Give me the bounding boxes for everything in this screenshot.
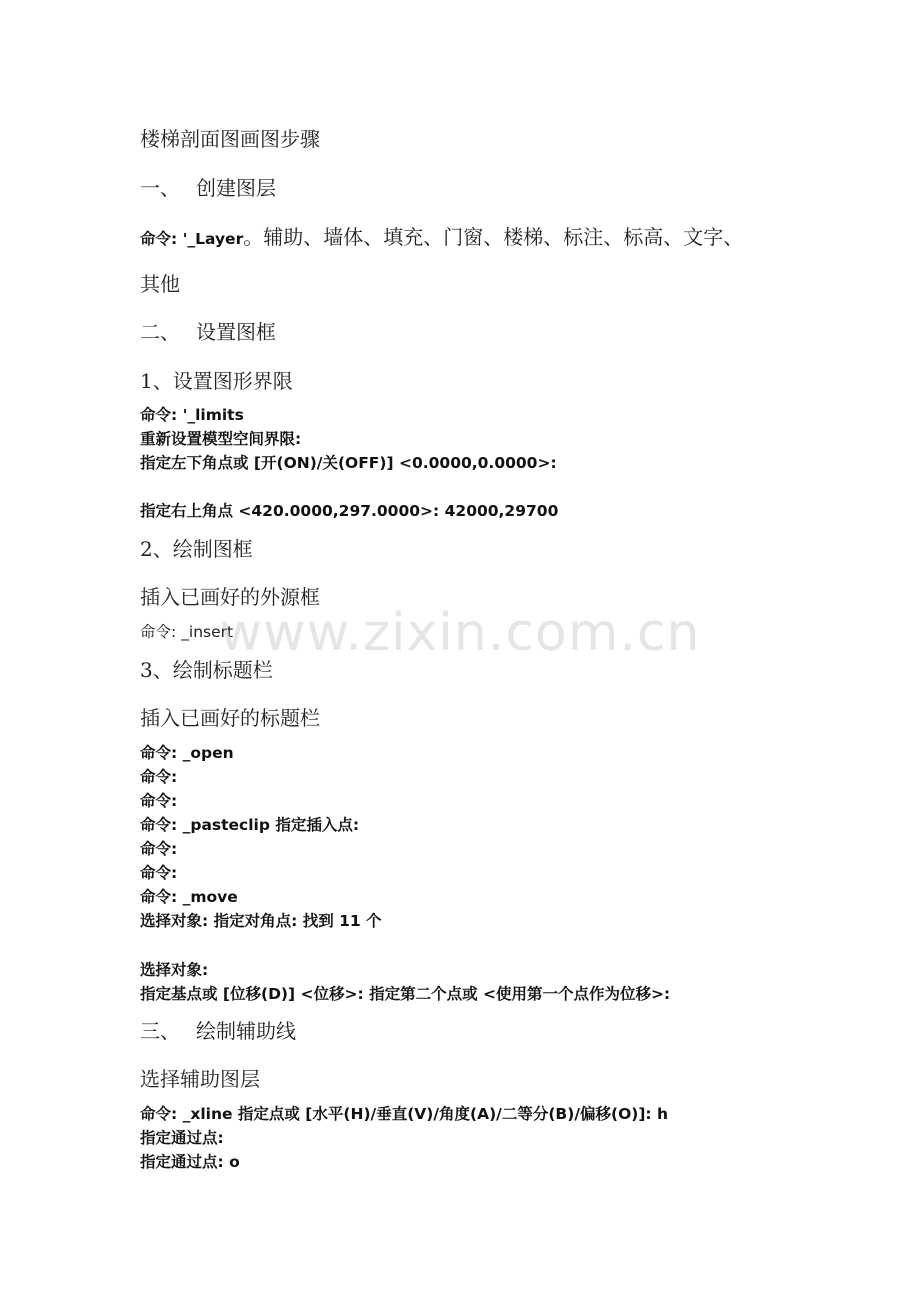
insert-frame-text: 插入已画好的外源框	[140, 585, 320, 609]
section-3-heading	[140, 1015, 296, 1044]
insert-command: 命令: _insert	[140, 623, 234, 641]
section-2-number: 二、	[140, 320, 180, 344]
layer-list-continued: 其他	[140, 272, 180, 296]
xline-line-2: 指定通过点:	[140, 1129, 224, 1147]
command-line: 命令:	[140, 768, 178, 786]
select-layer-text: 选择辅助图层	[140, 1067, 260, 1091]
command-line: 选择对象: 指定对角点: 找到 11 个	[140, 912, 382, 930]
xline-line-3: 指定通过点: o	[140, 1153, 240, 1171]
limits-line-2: 重新设置模型空间界限:	[140, 430, 302, 448]
move-line-2: 指定基点或 [位移(D)] <位移>: 指定第二个点或 <使用第一个点作为位移>:	[140, 985, 671, 1003]
limits-line-4: 指定右上角点 <420.0000,297.0000>: 42000,29700	[140, 502, 559, 520]
command-line: 命令:	[140, 864, 178, 882]
section-2-heading	[140, 316, 276, 345]
section-1-title: 创建图层	[196, 176, 276, 200]
insert-title-text: 插入已画好的标题栏	[140, 706, 320, 730]
watermark: www.zixin.com.cn	[219, 603, 701, 663]
layer-command-line	[140, 221, 743, 250]
command-line: 命令: _open	[140, 744, 234, 762]
section-2-title: 设置图框	[196, 320, 276, 344]
section-3-number: 三、	[140, 1019, 180, 1043]
subsection-2: 2、绘制图框	[140, 537, 253, 561]
subsection-1: 1、设置图形界限	[140, 369, 293, 393]
layer-list: 。辅助、墙体、填充、门窗、楼梯、标注、标高、文字、	[243, 225, 744, 249]
limits-line-3: 指定左下角点或 [开(ON)/关(OFF)] <0.0000,0.0000>:	[140, 454, 557, 472]
doc-title: 楼梯剖面图画图步骤	[140, 127, 320, 151]
command-line: 命令: _pasteclip 指定插入点:	[140, 816, 360, 834]
xline-line-1: 命令: _xline 指定点或 [水平(H)/垂直(V)/角度(A)/二等分(B)/偏移(O)]: h	[140, 1105, 669, 1123]
limits-line-1: 命令: '_limits	[140, 406, 244, 424]
command-line: 命令:	[140, 792, 178, 810]
section-3-title: 绘制辅助线	[196, 1019, 296, 1043]
command-line: 命令: _move	[140, 888, 238, 906]
command-line: 命令:	[140, 840, 178, 858]
layer-command: 命令: '_Layer	[140, 230, 244, 248]
subsection-3: 3、绘制标题栏	[140, 658, 273, 682]
move-line-1: 选择对象:	[140, 961, 209, 979]
section-1-number: 一、	[140, 176, 180, 200]
section-1-heading	[140, 172, 276, 201]
